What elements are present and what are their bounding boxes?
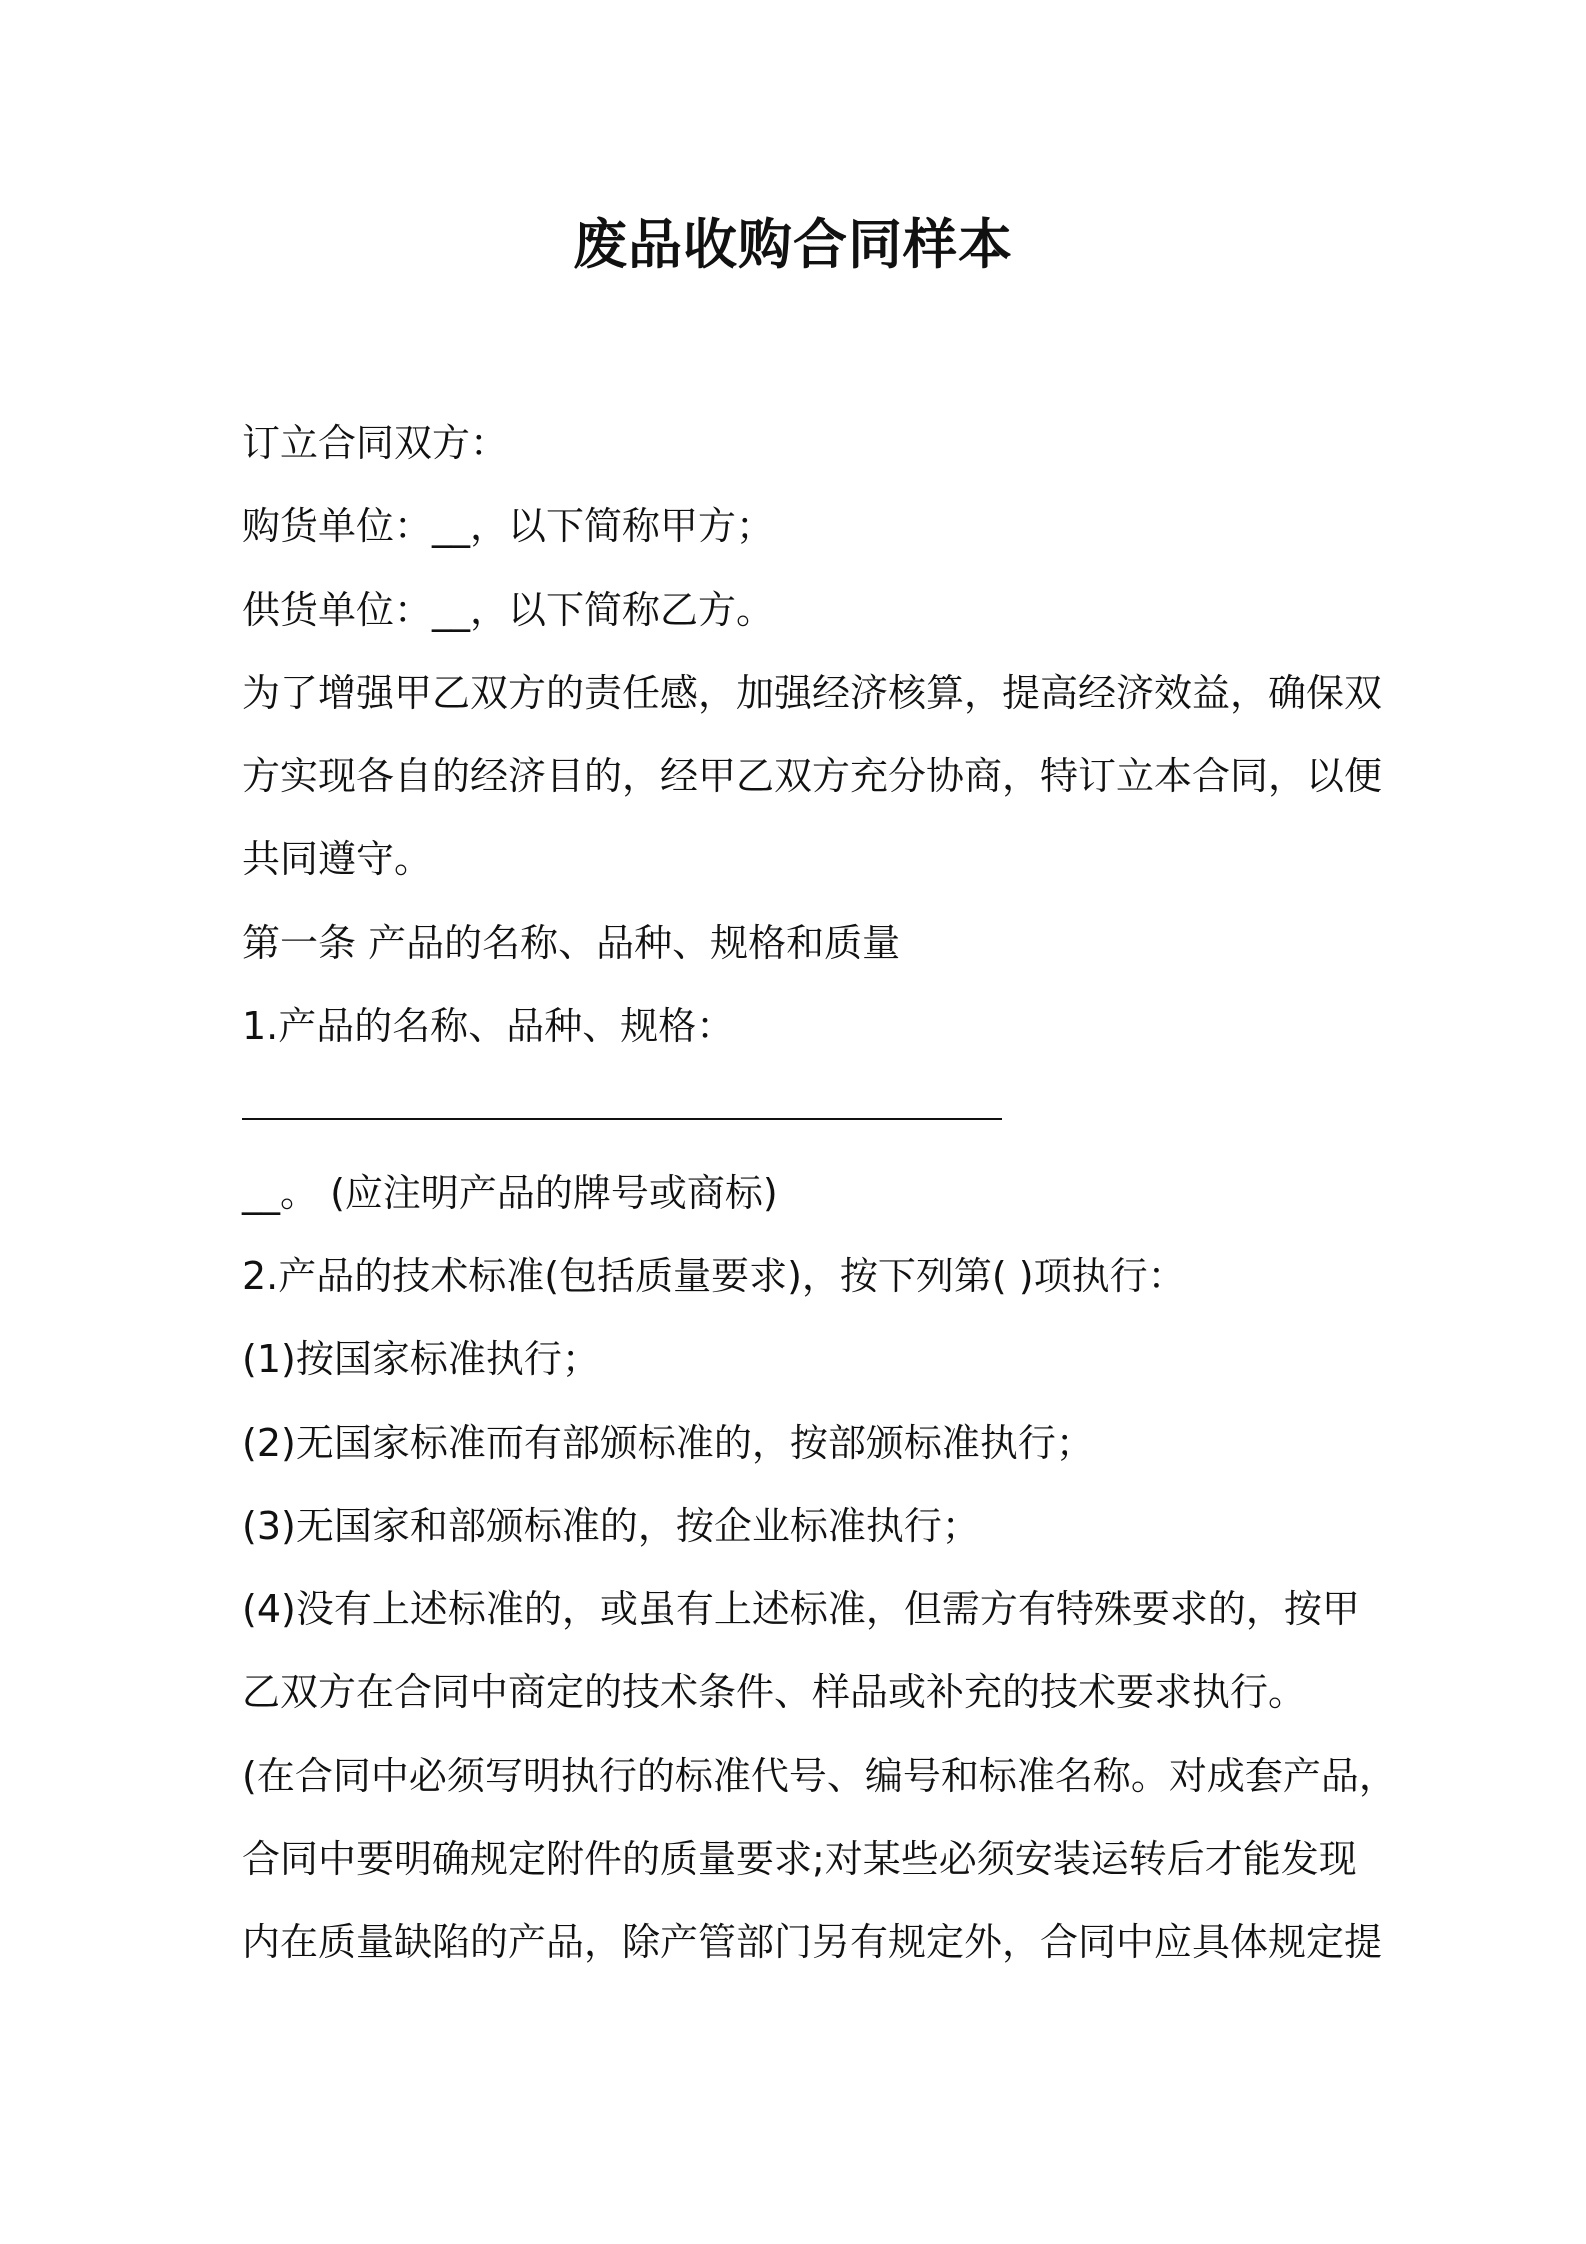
body-line: (在合同中必须写明执行的标准代号、编号和标准名称。对成套产品， bbox=[242, 1753, 1397, 1798]
body-line: 供货单位：__，以下简称乙方。 bbox=[242, 587, 775, 632]
body-line: 乙双方在合同中商定的技术条件、样品或补充的技术要求执行。 bbox=[242, 1670, 1307, 1715]
body-line: (2)无国家标准而有部颁标准的，按部颁标准执行； bbox=[242, 1420, 1094, 1465]
document-title: 废品收购合同样本 bbox=[573, 213, 1013, 276]
underline-rule bbox=[242, 1118, 1002, 1120]
body-line: 内在质量缺陷的产品，除产管部门另有规定外，合同中应具体规定提 bbox=[242, 1920, 1383, 1965]
body-line: 购货单位：__，以下简称甲方； bbox=[242, 504, 775, 549]
fill-in-blank-line bbox=[242, 1068, 1362, 1151]
section-heading: 第一条 产品的名称、品种、规格和质量 bbox=[242, 920, 901, 965]
body-line: 方实现各自的经济目的，经甲乙双方充分协商，特订立本合同，以便 bbox=[242, 754, 1383, 799]
body-line: 2.产品的技术标准(包括质量要求)，按下列第( )项执行： bbox=[242, 1253, 1186, 1298]
body-line: 共同遵守。 bbox=[242, 837, 433, 882]
body-line: (3)无国家和部颁标准的，按企业标准执行； bbox=[242, 1503, 980, 1548]
body-line: 1.产品的名称、品种、规格： bbox=[242, 1004, 735, 1049]
document-body bbox=[242, 402, 1397, 1985]
body-line: 合同中要明确规定附件的质量要求;对某些必须安装运转后才能发现 bbox=[242, 1837, 1357, 1882]
body-line: 为了增强甲乙双方的责任感，加强经济核算，提高经济效益，确保双 bbox=[242, 670, 1383, 715]
body-line: __。 (应注明产品的牌号或商标) bbox=[242, 1170, 778, 1215]
body-line: (4)没有上述标准的，或虽有上述标准，但需方有特殊要求的，按甲 bbox=[242, 1587, 1360, 1632]
body-line: (1)按国家标准执行； bbox=[242, 1337, 600, 1382]
body-line: 订立合同双方： bbox=[242, 421, 509, 465]
